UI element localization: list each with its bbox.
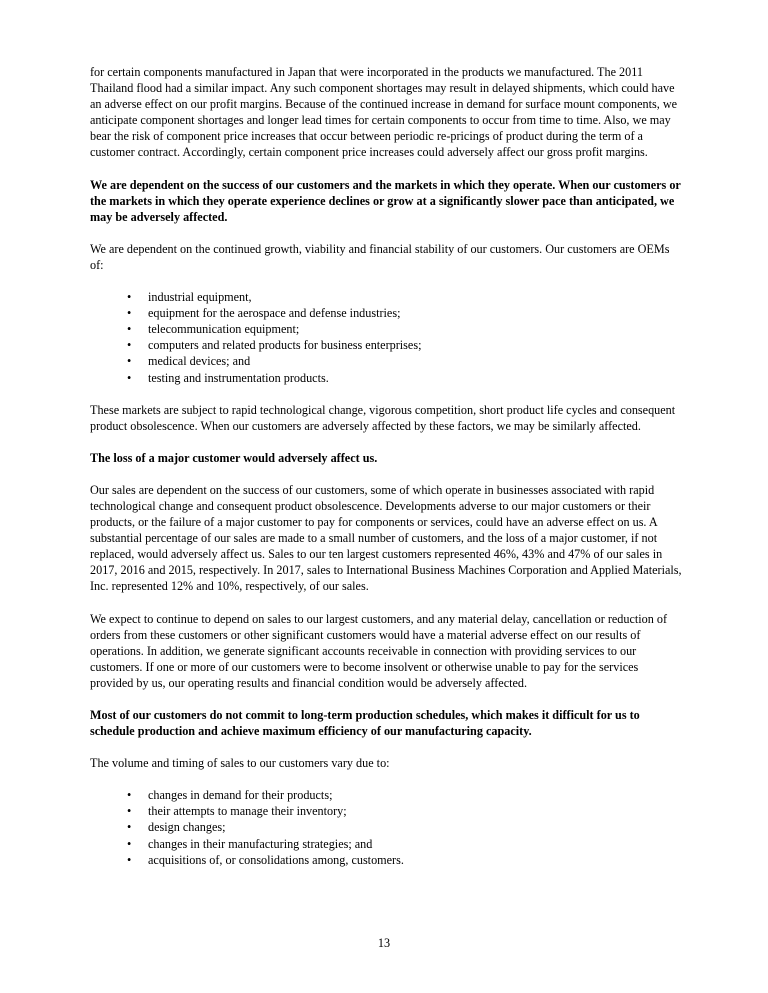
paragraph-sales-concentration: Our sales are dependent on the success of our customers, some of which operate in businesses associated with rapid technological change and consequent product obsolescence. Developments adverse to our major customers or their products, or the failure of a major customer to pay for components or services, could have an adverse effect on us. A substantial percentage of our sales are made to a small number of customers, and the loss of a major customer, if not replaced, would adversely affect us. Sales to our ten largest customers represented 46%, 43% and 47% of our sales in 2017, 2016 and 2015, respectively. In 2017, sales to International Business Machines Corporation and Applied Materials, Inc. represented 12% and 10%, respectively, of our sales. xyxy=(90,482,682,594)
risk-heading-major-customer-loss: The loss of a major customer would adversely affect us. xyxy=(90,450,378,465)
paragraph-component-shortages: for certain components manufactured in Japan that were incorporated in the products we manufactured. The 2011 Thailand flood had a similar impact. Any such component shortages may result in delayed shipments, which could have an adverse effect on our profit margins. Because of the continued increase in demand for surface mount components, we anticipate component shortages and longer lead times for certain components to occur from time to time. Also, we may bear the risk of component price increases that occur between periodic re-pricings of product during the term of a customer contract. Accordingly, certain component price increases could adversely affect our gross profit margins. xyxy=(90,65,678,160)
list-item-text: medical devices; and xyxy=(148,354,251,369)
list-item-text: telecommunication equipment; xyxy=(148,322,300,337)
list-item-text: computers and related products for business enterprises; xyxy=(148,338,422,353)
list-item-text: changes in demand for their products; xyxy=(148,788,333,803)
list-item-text: changes in their manufacturing strategies; and xyxy=(148,836,373,851)
list-item-text: equipment for the aerospace and defense industries; xyxy=(148,306,401,321)
paragraph-oem-intro: We are dependent on the continued growth, viability and financial stability of our customers. Our customers are OEMs of: xyxy=(90,241,670,272)
list-item xyxy=(90,353,682,369)
list-item-text: acquisitions of, or consolidations among, customers. xyxy=(148,852,404,867)
bullet-icon: • xyxy=(127,354,132,369)
list-item-text: design changes; xyxy=(148,820,226,835)
bullet-icon: • xyxy=(127,788,132,803)
oem-markets-list xyxy=(90,289,682,386)
list-item xyxy=(90,305,682,321)
list-item-text: testing and instrumentation products. xyxy=(148,370,329,385)
bullet-icon: • xyxy=(127,852,132,867)
page-number: 13 xyxy=(377,935,391,950)
bullet-icon: • xyxy=(127,804,132,819)
paragraph-accounts-receivable: We expect to continue to depend on sales to our largest customers, and any material delay, cancellation or reduction of orders from these customers or other significant customers would have a material adverse effect on our results of operations. In addition, we generate significant accounts receivable in connection with providing services to our customers. If one or more of our customers were to become insolvent or otherwise unable to pay for the services provided by us, our operating results and financial condition would be adversely affected. xyxy=(90,611,668,690)
list-item xyxy=(90,370,682,386)
bullet-icon: • xyxy=(127,820,132,835)
list-item xyxy=(90,836,682,852)
list-item-text: their attempts to manage their inventory; xyxy=(148,804,347,819)
bullet-icon: • xyxy=(127,370,132,385)
risk-heading-customer-dependence: We are dependent on the success of our customers and the markets in which they operate. When our customers or the markets in which they operate experience declines or grow at a significantly slower pace than anticipated, we may be adversely affected. xyxy=(90,177,681,224)
paragraph-volume-timing-intro: The volume and timing of sales to our customers vary due to: xyxy=(90,756,390,771)
bullet-icon: • xyxy=(127,322,132,337)
list-item xyxy=(90,852,682,868)
sales-variation-list xyxy=(90,787,682,867)
list-item xyxy=(90,289,682,305)
list-item xyxy=(90,337,682,353)
list-item-text: industrial equipment, xyxy=(148,290,252,305)
list-item xyxy=(90,787,682,803)
paragraph-markets-obsolescence: These markets are subject to rapid technological change, vigorous competition, short product life cycles and consequent product obsolescence. When our customers are adversely affected by these factors, we may be similarly affected. xyxy=(90,402,676,433)
bullet-icon: • xyxy=(127,306,132,321)
bullet-icon: • xyxy=(127,836,132,851)
list-item xyxy=(90,803,682,819)
bullet-icon: • xyxy=(127,338,132,353)
bullet-icon: • xyxy=(127,290,132,305)
list-item xyxy=(90,321,682,337)
list-item xyxy=(90,819,682,835)
risk-heading-production-schedules: Most of our customers do not commit to long-term production schedules, which makes it difficult for us to schedule production and achieve maximum efficiency of our manufacturing capacity. xyxy=(90,708,640,739)
